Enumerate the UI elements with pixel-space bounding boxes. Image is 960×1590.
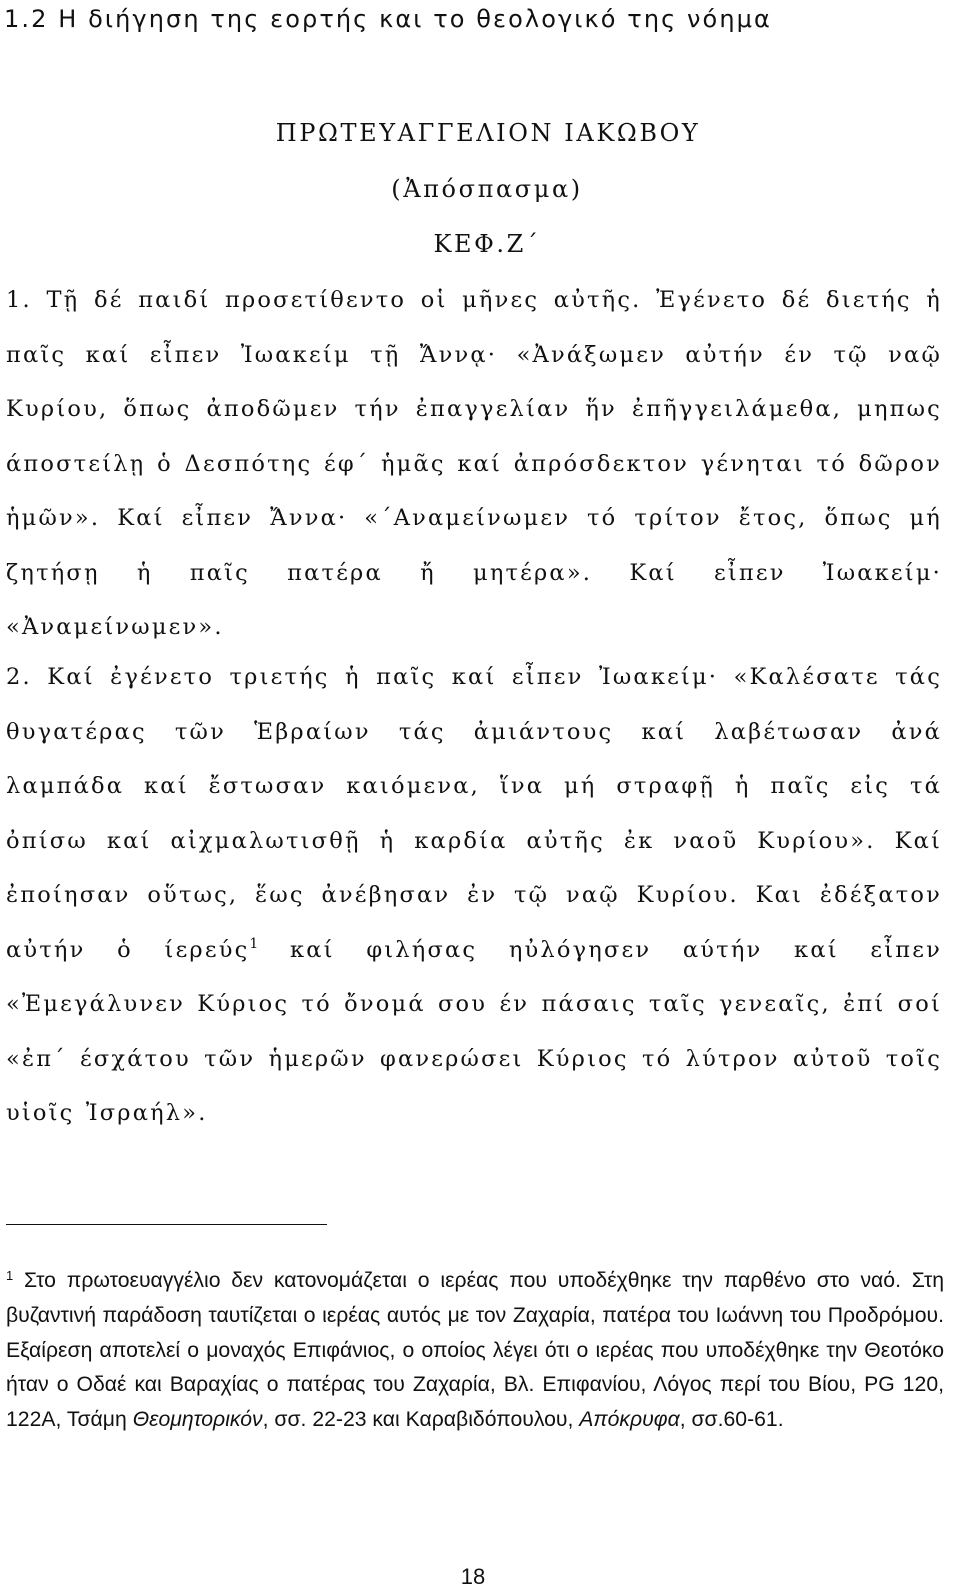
footnote-text-middle: , σσ. 22-23 και Καραβιδόπουλου, <box>262 1408 580 1432</box>
footnote <box>6 1264 944 1438</box>
document-subtitle: (Ἀπόσπασμα) <box>391 175 583 203</box>
footnote-marker: 1 <box>6 1268 14 1283</box>
footnote-title-theomitorikon: Θεομητορικόν <box>132 1408 263 1432</box>
footnote-reference-marker[interactable]: 1 <box>249 935 259 952</box>
footnote-text-start: Στο πρωτοευαγγέλιο δεν κατονομάζεται ο ιερέας που υποδέχθηκε την παρθένο στο ναό. Στη βυζαντινή παράδοση ταυτίζεται ο ιερέας αυτός με τον Ζαχαρία, πατέρα του Ιωάννη του Προδρόμου. Εξαίρεση αποτελεί ο μοναχός Επιφάνιος, ο οποίος λέγει ότι ο ιερέας που υποδέχθηκε την Θεοτόκο ήταν ο Οδαέ και Βαραχίας ο πατέρας του Ζαχαρία, Βλ. Επιφανίου, Λόγος περί του Βίου, PG 120, 122Α, Τσάμη <box>6 1269 944 1432</box>
footnote-divider <box>6 1224 327 1225</box>
footnote-title-apokryfa: Απόκρυφα <box>579 1408 680 1432</box>
paragraph-2-text-end: καί φιλήσας ηὐλόγησεν αύτήν καί εἶπεν «Ἐμεγάλυνεν Κύριος τό ὄνομά σου έν πάσαις ταῖς γενεαῖς, ἐπί σοί «ἐπ΄ έσχάτου τῶν ἡμερῶν φανερώσει Κύριος τό λύτρον αὐτοῦ τοῖς υἱοῖς Ἰσραήλ». <box>6 936 942 1126</box>
paragraph-2 <box>6 650 942 1141</box>
footnote-text-end: , σσ.60-61. <box>679 1408 784 1432</box>
document-title: ΠΡΩΤΕΥΑΓΓΕΛΙΟΝ ΙΑΚΩΒΟΥ <box>275 119 701 147</box>
paragraph-2-text-start: 2. Καί ἐγένετο τριετής ἡ παῖς καί εἶπεν Ἰωακείμ· «Καλέσατε τάς θυγατέρας τῶν Ἑβραίων τάς ἀμιάντους καί λαβέτωσαν ἀνά λαμπάδα καί ἔστωσαν καιόμενα, ἵνα μή στραφῇ ἡ παῖς εἰς τά ὀπίσω καί αἰχμαλωτισθῇ ἡ καρδία αὐτῆς ἐκ ναοῦ Κυρίου». Καί ἐποίησαν οὕτως, ἕως ἀνέβησαν ἐν τῷ ναῷ Κυρίου. Και ἐδέξατον αὐτήν ὁ ίερεύς <box>6 664 942 963</box>
paragraph-1: 1. Τῇ δέ παιδί προσετίθεντο οἱ μῆνες αὐτῆς. Ἐγένετο δέ διετής ἡ παῖς καί εἶπεν Ἰωακείμ τῇ Ἄννᾳ· «Ἀνάξωμεν αὐτήν έν τῷ ναῷ Κυρίου, ὅπως ἀποδῶμεν τήν ἐπαγγελίαν ἥν ἐπῆγγειλάμεθα, μηπως άποστείλῃ ὁ Δεσπότης έφ΄ ἡμᾶς καί ἀπρόσδεκτον γένηται τό δῶρον ἡμῶν». Καί εἶπεν Ἄννα· «΄Αναμείνωμεν τό τρίτον ἔτος, ὅπως μή ζητήσῃ ἡ παῖς πατέρα ἤ μητέρα». Καί εἶπεν Ἰωακείμ· «Ἀναμείνωμεν». <box>6 287 942 640</box>
chapter-label: ΚΕΦ.Ζ΄ <box>433 230 541 258</box>
section-heading: 1.2 Η διήγηση της εορτής και το θεολογικό της νόημα <box>4 5 772 33</box>
page-number: 18 <box>460 1564 486 1589</box>
